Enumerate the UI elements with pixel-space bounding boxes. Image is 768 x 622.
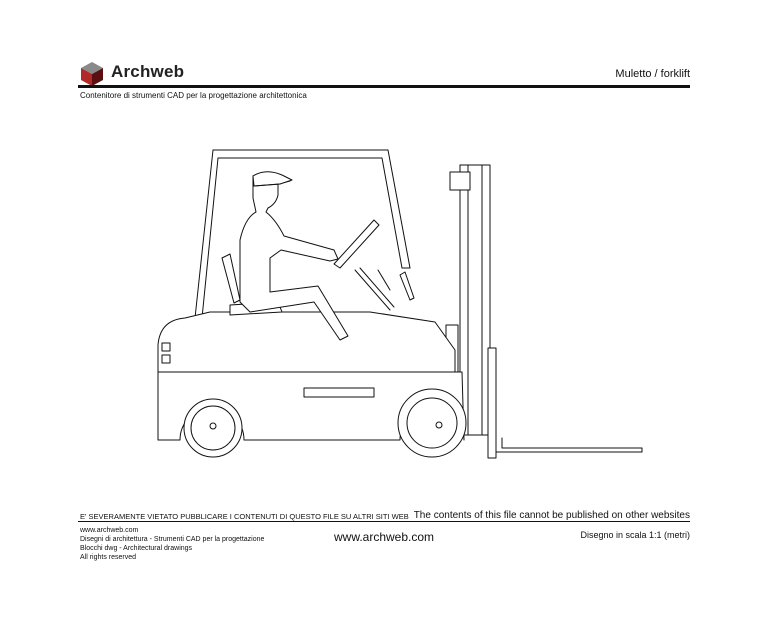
rear-wheel (184, 399, 242, 457)
forklift-forks (488, 348, 642, 458)
footer-credit-line: All rights reserved (80, 554, 137, 561)
copyright-warning-italian: E' SEVERAMENTE VIETATO PUBBLICARE I CONTENUTI DI QUESTO FILE SU ALTRI SITI WEB (80, 512, 409, 521)
site-tagline: Contenitore di strumenti CAD per la progettazione architettonica (80, 91, 307, 100)
footer-credit-line: Disegni di architettura - Strumenti CAD per la progettazione (80, 536, 265, 543)
steering-column (334, 220, 414, 310)
copyright-warning-english: The contents of this file cannot be published on other websites (413, 510, 690, 521)
forklift-drawing (150, 140, 650, 470)
drawing-scale-note: Disegno in scala 1:1 (metri) (580, 530, 690, 540)
archweb-logo-icon (80, 61, 104, 87)
footer-website-link[interactable]: www.archweb.com (334, 530, 435, 544)
footer-credit-line: Blocchi dwg - Architectural drawings (80, 545, 193, 552)
brand-name: Archweb (111, 62, 185, 81)
footer-divider (78, 521, 690, 522)
drawing-title: Muletto / forklift (615, 68, 690, 80)
header-divider (78, 85, 690, 88)
footer-credit-line: www.archweb.com (80, 527, 139, 534)
front-wheel (398, 389, 466, 457)
footer-credits (80, 526, 264, 562)
